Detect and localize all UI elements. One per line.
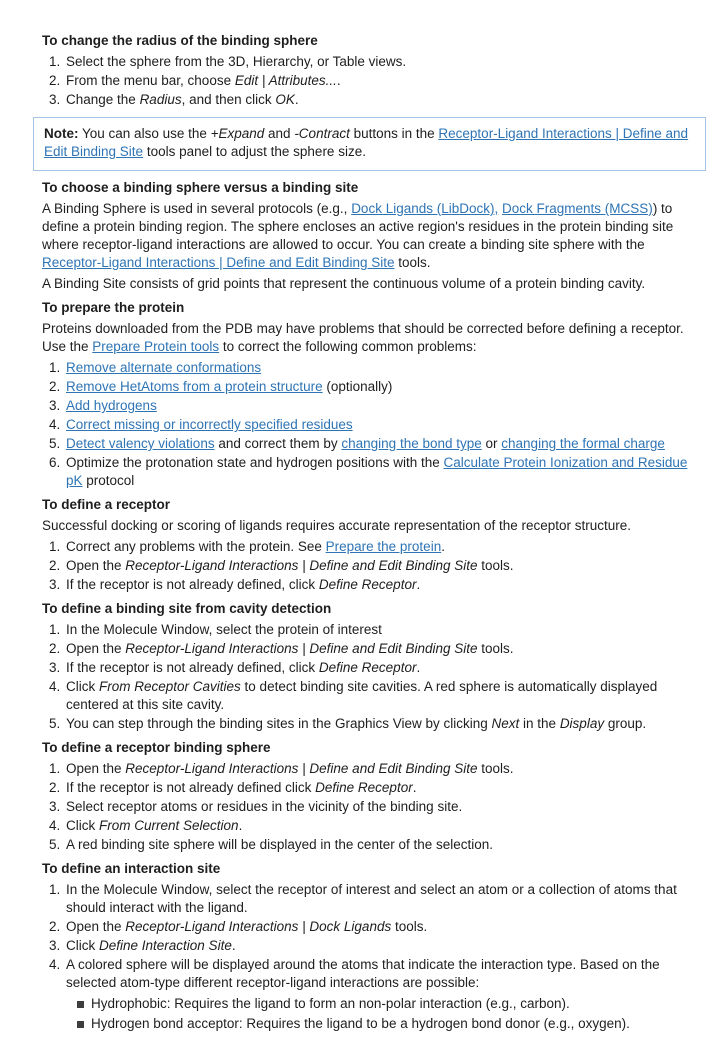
section-interaction-site — [42, 860, 702, 1033]
text-run: tools. — [477, 761, 514, 776]
emphasis-text: Receptor-Ligand Interactions | Define and Edit Binding Site — [125, 761, 478, 776]
text-link[interactable]: Add hydrogens — [66, 398, 157, 413]
emphasis-text: Define Receptor — [318, 660, 417, 675]
text-run: (optionally) — [322, 379, 393, 394]
paragraph — [42, 200, 702, 272]
list-item — [64, 798, 702, 816]
emphasis-text: +Expand — [210, 126, 265, 141]
paragraph — [42, 320, 702, 356]
text-link[interactable]: Dock Ligands (LibDock), — [351, 201, 499, 216]
list-item — [64, 621, 702, 639]
numbered-list — [42, 621, 702, 733]
text-run: in the — [519, 716, 560, 731]
text-run: Correct any problems with the protein. See — [66, 539, 326, 554]
text-run: to correct the following common problems: — [219, 339, 477, 354]
text-run: From the menu bar, choose — [66, 73, 235, 88]
text-run: Open the — [66, 558, 126, 573]
text-run: Click — [66, 679, 99, 694]
text-run: group. — [604, 716, 647, 731]
text-run: or — [481, 436, 502, 451]
text-run: tools. — [394, 255, 431, 270]
numbered-list — [42, 538, 702, 594]
text-run: Open the — [66, 641, 126, 656]
list-item-text — [66, 957, 660, 990]
text-run: If the receptor is not already defined, click — [66, 577, 319, 592]
text-run: tools panel to adjust the sphere size. — [143, 144, 366, 159]
section-heading: To define a receptor — [42, 497, 171, 512]
emphasis-text: Define Receptor — [315, 780, 413, 795]
section-cavity-detection — [42, 600, 702, 733]
text-run: A Binding Site consists of grid points that represent the continuous volume of a protein binding cavity. — [42, 276, 646, 291]
list-item — [64, 53, 702, 71]
list-item — [64, 397, 702, 415]
list-item — [64, 956, 702, 1033]
emphasis-text: Receptor-Ligand Interactions | Define and Edit Binding Site — [125, 641, 478, 656]
text-run: . — [441, 539, 445, 554]
bold-text: Note: — [44, 126, 79, 141]
numbered-list — [42, 881, 702, 1033]
list-item — [64, 378, 702, 396]
numbered-list — [42, 53, 702, 109]
emphasis-text: Define Receptor — [318, 577, 417, 592]
section-prepare-protein — [42, 299, 702, 490]
text-link[interactable]: Prepare the protein — [325, 539, 442, 554]
text-run: . — [238, 818, 243, 833]
section-heading: To choose a binding sphere versus a binding site — [42, 180, 359, 195]
text-run: In the Molecule Window, select the protein of interest — [66, 622, 382, 637]
list-item — [64, 715, 702, 733]
list-item — [64, 659, 702, 677]
paragraph — [42, 517, 702, 535]
emphasis-text: Display — [559, 716, 605, 731]
text-link[interactable]: Calculate Protein Ionization and Residue pK — [66, 455, 688, 488]
text-run: You can also use the — [78, 126, 211, 141]
emphasis-text: Next — [491, 716, 520, 731]
emphasis-text: Receptor-Ligand Interactions | Dock Ligands — [125, 919, 392, 934]
note-text — [44, 125, 695, 161]
list-item — [64, 576, 702, 594]
emphasis-text: From Receptor Cavities — [99, 679, 241, 694]
section-receptor-binding-sphere — [42, 739, 702, 854]
section-heading: To define an interaction site — [42, 861, 221, 876]
text-run: tools. — [477, 641, 514, 656]
bullet-item — [77, 1015, 702, 1033]
text-link[interactable]: Receptor-Ligand Interactions | Define and Edit Binding Site — [44, 126, 689, 159]
text-run: Proteins downloaded from the PDB may have problems that should be corrected before defining a receptor. Use the — [42, 321, 684, 354]
emphasis-text: Radius — [139, 92, 182, 107]
text-run: buttons in the — [349, 126, 439, 141]
list-item — [64, 72, 702, 90]
text-run: ) to define a protein binding region. The sphere encloses an active region's residues in the protein binding site where receptor-ligand interactions are allowed to occur. You can create a binding site sphere with the — [42, 201, 674, 252]
text-run: and — [264, 126, 295, 141]
bullet-text: Hydrophobic: Requires the ligand to form an non-polar interaction (e.g., carbon). — [91, 996, 570, 1011]
text-run: Successful docking or scoring of ligands requires accurate representation of the receptor structure. — [42, 518, 632, 533]
text-link[interactable]: Receptor-Ligand Interactions | Define and Edit Binding Site — [42, 255, 395, 270]
text-run: A Binding Sphere is used in several protocols (e.g., — [42, 201, 352, 216]
list-item — [64, 779, 702, 797]
square-bullet-list — [66, 995, 702, 1033]
list-item — [64, 640, 702, 658]
text-run: . — [231, 938, 236, 953]
list-item — [64, 538, 702, 556]
section-heading: To define a binding site from cavity detection — [42, 601, 332, 616]
list-item — [64, 937, 702, 955]
emphasis-text: Receptor-Ligand Interactions | Define and Edit Binding Site — [125, 558, 478, 573]
text-run: Open the — [66, 761, 126, 776]
section-heading: To change the radius of the binding sphere — [42, 33, 318, 48]
text-run: . — [336, 73, 341, 88]
list-item — [64, 836, 702, 854]
text-run: In the Molecule Window, select the receptor of interest and select an atom or a collection of atoms that should interact with the ligand. — [66, 882, 677, 915]
list-item — [64, 416, 702, 434]
paragraph — [42, 275, 702, 293]
list-item — [64, 760, 702, 778]
section-heading: To define a receptor binding sphere — [42, 740, 271, 755]
text-run: and correct them by — [214, 436, 342, 451]
list-item — [64, 91, 702, 109]
emphasis-text: Edit | Attributes... — [234, 73, 337, 88]
list-item — [64, 678, 702, 714]
text-run: tools. — [477, 558, 514, 573]
section-heading: To prepare the protein — [42, 300, 185, 315]
text-run: You can step through the binding sites in the Graphics View by clicking — [66, 716, 492, 731]
section-define-receptor — [42, 496, 702, 594]
text-run: Optimize the protonation state and hydrogen positions with the — [66, 455, 444, 470]
list-item — [64, 454, 702, 490]
list-item — [64, 817, 702, 835]
numbered-list — [42, 359, 702, 490]
text-run: to detect binding site cavities. A red sphere is automatically displayed centered at this site cavity. — [66, 679, 658, 712]
emphasis-text: From Current Selection — [99, 818, 239, 833]
text-run: Change the — [66, 92, 140, 107]
text-run: . — [294, 92, 299, 107]
text-run: A red binding site sphere will be displayed in the center of the selection. — [66, 837, 494, 852]
text-run: , and then click — [181, 92, 276, 107]
text-link[interactable]: changing the bond type — [341, 436, 482, 451]
list-item — [64, 918, 702, 936]
text-link[interactable]: Detect valency violations — [66, 436, 215, 451]
text-run: Select the sphere from the 3D, Hierarchy, or Table views. — [66, 54, 407, 69]
section-sphere-vs-site — [42, 179, 702, 293]
bullet-item — [77, 995, 702, 1013]
text-link[interactable]: Dock Fragments (MCSS) — [502, 201, 653, 216]
emphasis-text: -Contract — [294, 126, 350, 141]
emphasis-text: OK — [275, 92, 295, 107]
text-run: . — [416, 660, 421, 675]
text-run: Open the — [66, 919, 126, 934]
text-link[interactable]: Prepare Protein tools — [92, 339, 220, 354]
section-change-radius — [42, 32, 702, 109]
list-item — [64, 557, 702, 575]
emphasis-text: Define Interaction Site — [99, 938, 232, 953]
text-run: If the receptor is not already defined click — [66, 780, 316, 795]
note-box — [33, 117, 706, 171]
text-run: . — [412, 780, 417, 795]
bullet-text: Hydrogen bond acceptor: Requires the ligand to be a hydrogen bond donor (e.g., oxygen). — [91, 1016, 630, 1031]
text-run: tools. — [391, 919, 428, 934]
list-item — [64, 881, 702, 917]
text-link[interactable]: Remove HetAtoms from a protein structure — [66, 379, 323, 394]
text-run: If the receptor is not already defined, click — [66, 660, 319, 675]
text-run: A colored sphere will be displayed around the atoms that indicate the interaction type. Based on the selected atom-type different receptor-ligand interactions are possible: — [66, 957, 660, 990]
text-run: Click — [66, 818, 99, 833]
text-link[interactable]: Remove alternate conformations — [66, 360, 262, 375]
list-item — [64, 435, 702, 453]
list-item — [64, 359, 702, 377]
text-run: protocol — [82, 473, 135, 488]
text-run: Click — [66, 938, 99, 953]
text-link[interactable]: Correct missing or incorrectly specified residues — [66, 417, 353, 432]
text-link[interactable]: changing the formal charge — [501, 436, 665, 451]
text-run: . — [416, 577, 421, 592]
text-run: Select receptor atoms or residues in the vicinity of the binding site. — [66, 799, 463, 814]
numbered-list — [42, 760, 702, 854]
